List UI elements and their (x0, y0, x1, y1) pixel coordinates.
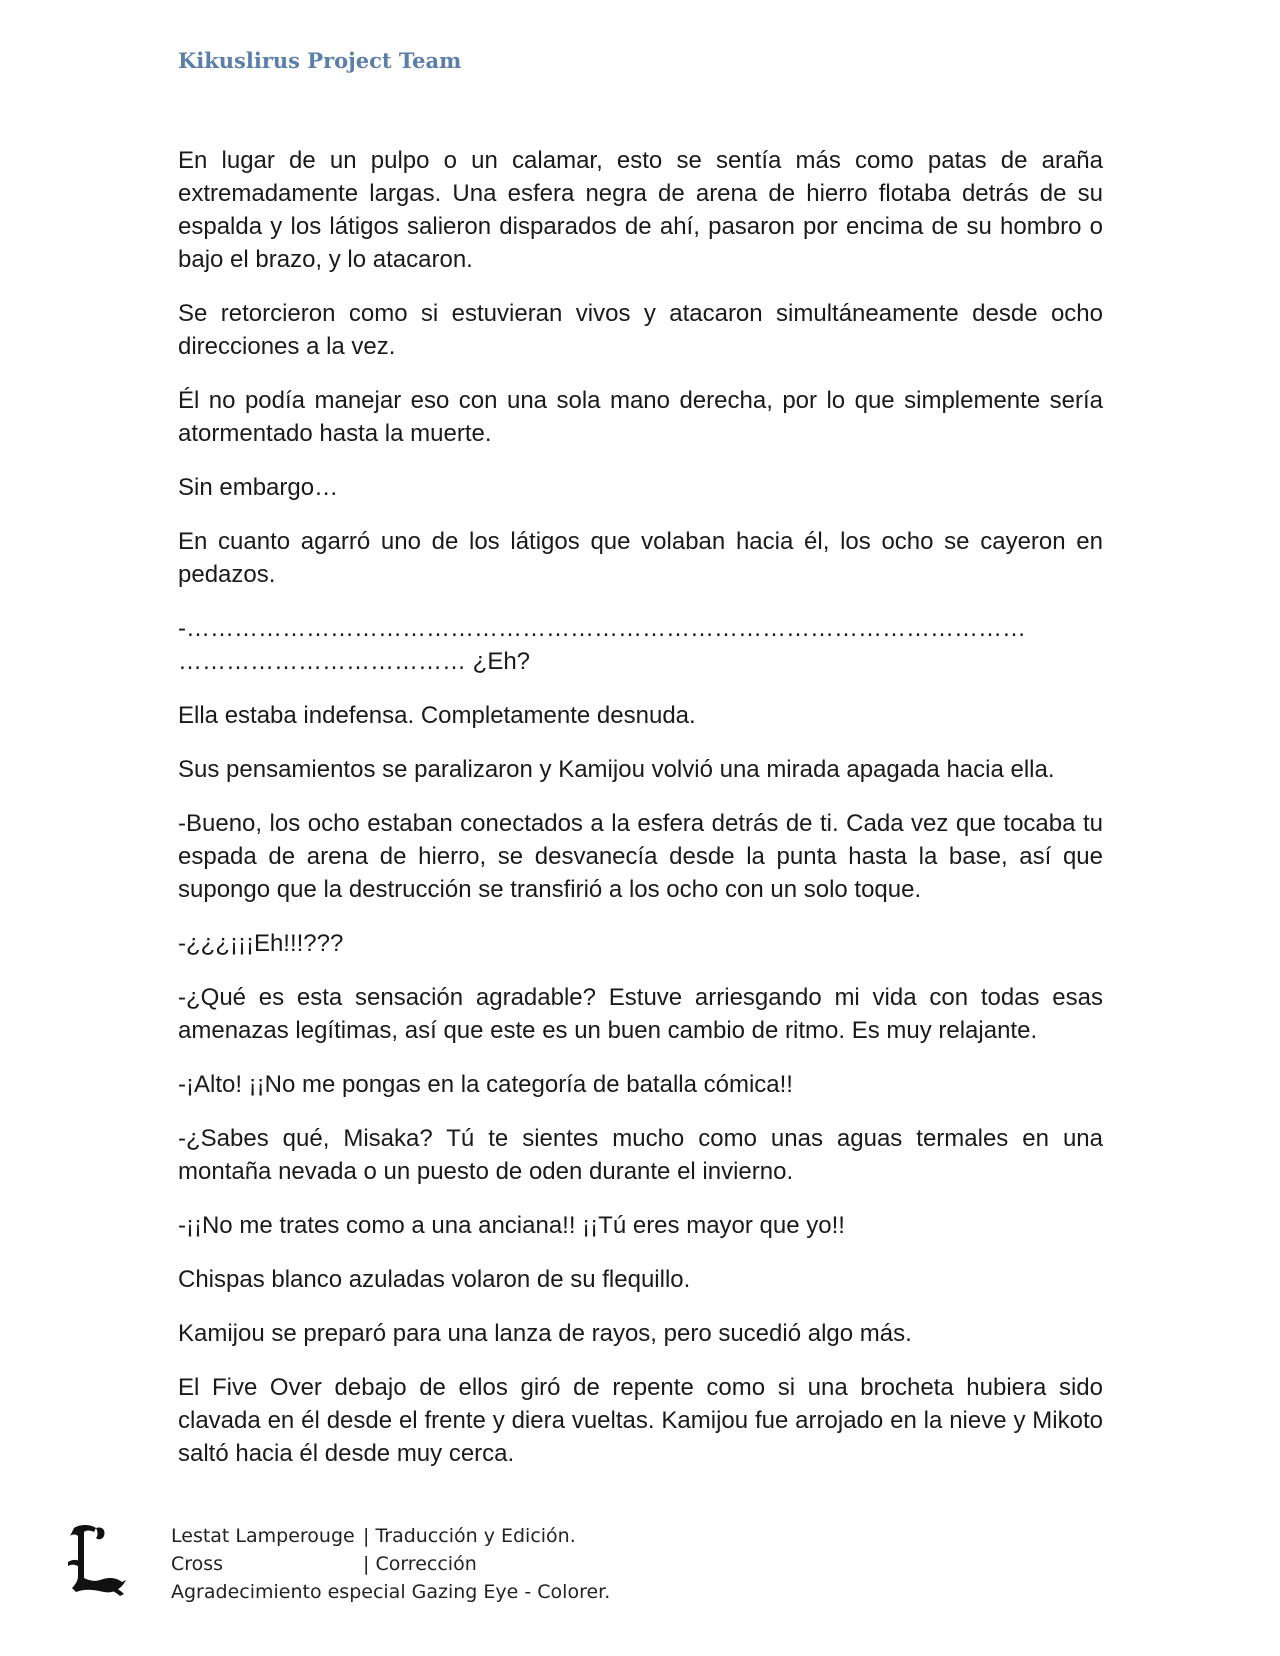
paragraph: Ella estaba indefensa. Completamente desnuda. (178, 702, 696, 729)
paragraph: Se retorcieron como si estuvieran vivos y atacaron simultáneamente desde ocho direcciones a la vez. (178, 300, 1103, 360)
paragraph: Él no podía manejar eso con una sola mano derecha, por lo que simplemente sería atormentado hasta la muerte. (178, 387, 1103, 447)
credit-name: Cross (171, 1553, 224, 1575)
paragraph: -¿Sabes qué, Misaka? Tú te sientes mucho como unas aguas termales en una montaña nevada o un puesto de oden durante el invierno. (178, 1125, 1103, 1185)
credit-row (171, 1522, 610, 1550)
paragraph: Sus pensamientos se paralizaron y Kamijou volvió una mirada apagada hacia ella. (178, 756, 1055, 783)
paragraph: Chispas blanco azuladas volaron de su flequillo. (178, 1266, 691, 1293)
paragraph: -¿Qué es esta sensación agradable? Estuve arriesgando mi vida con todas esas amenazas legítimas, así que este es un buen cambio de ritmo. Es muy relajante. (178, 984, 1103, 1044)
paragraph: -…………………………………………………………………………………………… ……………………………… ¿Eh? (178, 615, 1026, 675)
header-title: Kikuslirus Project Team (178, 48, 462, 73)
paragraph: -¿¿¿¡¡¡Eh!!!??? (178, 930, 344, 957)
paragraph: Sin embargo… (178, 474, 339, 501)
credit-name: Lestat Lamperouge (171, 1525, 355, 1547)
paragraph: El Five Over debajo de ellos giró de repente como si una brocheta hubiera sido clavada en él desde el frente y diera vueltas. Kamijou fue arrojado en la nieve y Mikoto saltó hacia él desde muy cerca. (178, 1374, 1103, 1467)
document-body (178, 144, 1103, 1491)
footer-credits (171, 1522, 610, 1606)
paragraph: -Bueno, los ocho estaban conectados a la esfera detrás de ti. Cada vez que tocaba tu espada de arena de hierro, se desvanecía desde la punta hasta la base, así que supongo que la destrucción se transfirió a los ocho con un solo toque. (178, 810, 1103, 903)
credit-row (171, 1550, 610, 1578)
gothic-letter-l-icon (66, 1522, 130, 1598)
credit-role: | Corrección (363, 1553, 477, 1575)
paragraph: En lugar de un pulpo o un calamar, esto se sentía más como patas de araña extremadamente largas. Una esfera negra de arena de hierro flotaba detrás de su espalda y los látigos salieron disparados de ahí, pasaron por encima de su hombro o bajo el brazo, y lo atacaron. (178, 147, 1103, 273)
paragraph: -¡¡No me trates como a una anciana!! ¡¡Tú eres mayor que yo!! (178, 1212, 845, 1239)
paragraph: En cuanto agarró uno de los látigos que volaban hacia él, los ocho se cayeron en pedazos. (178, 528, 1103, 588)
paragraph: Kamijou se preparó para una lanza de rayos, pero sucedió algo más. (178, 1320, 912, 1347)
paragraph: -¡Alto! ¡¡No me pongas en la categoría de batalla cómica!! (178, 1071, 793, 1098)
credit-role: | Traducción y Edición. (363, 1525, 576, 1547)
special-thanks: Agradecimiento especial Gazing Eye - Colorer. (171, 1581, 611, 1603)
